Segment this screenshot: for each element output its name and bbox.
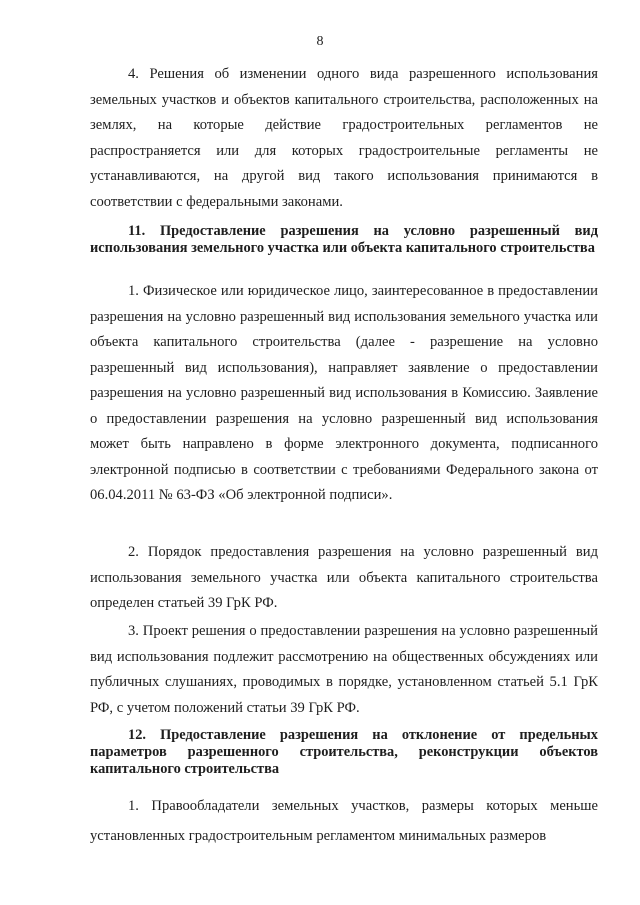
section-11-heading: 11. Предоставление разрешения на условно разрешенный вид использования земельного участка или объекта капитального строительства [90, 223, 598, 256]
paragraph-11-2: 2. Порядок предоставления разрешения на условно разрешенный вид использования земельного участка или объекта капитального строительства определен статьей 39 ГрК РФ. [90, 544, 598, 611]
page-number: 8 [316, 34, 324, 49]
section-12-heading: 12. Предоставление разрешения на отклонение от предельных параметров разрешенного строительства, реконструкции объектов капитального строительства [90, 727, 598, 777]
paragraph-11-1: 1. Физическое или юридическое лицо, заинтересованное в предоставлении разрешения на условно разрешенный вид использования земельного участка или объекта капитального строительства (далее - разрешение на условно разрешенный вид использования), направляет заявление о предоставлении разрешения на условно разрешенный вид использования в Комиссию. Заявление о предоставлении разрешения на условно разрешенный вид использования может быть направлено в форме электронного документа, подписанного электронной подписью в соответствии с требованиями Федерального закона от 06.04.2011 № 63-ФЗ «Об электронной подписи». [90, 283, 598, 503]
paragraph-4-decisions: 4. Решения об изменении одного вида разрешенного использования земельных участков и объектов капитального строительства, расположенных на землях, на которые действие градостроительных регламентов не распространяется или для которых градостроительные регламенты не устанавливаются, на другой вид такого использования принимаются в соответствии с федеральными законами. [90, 66, 598, 210]
paragraph-11-3: 3. Проект решения о предоставлении разрешения на условно разрешенный вид использования подлежит рассмотрению на общественных обсуждениях или публичных слушаниях, проводимых в порядке, установленном статьей 5.1 ГрК РФ, с учетом положений статьи 39 ГрК РФ. [90, 623, 598, 716]
paragraph-12-1: 1. Правообладатели земельных участков, размеры которых меньше установленных градостроительным регламентом минимальных размеров [90, 798, 598, 844]
